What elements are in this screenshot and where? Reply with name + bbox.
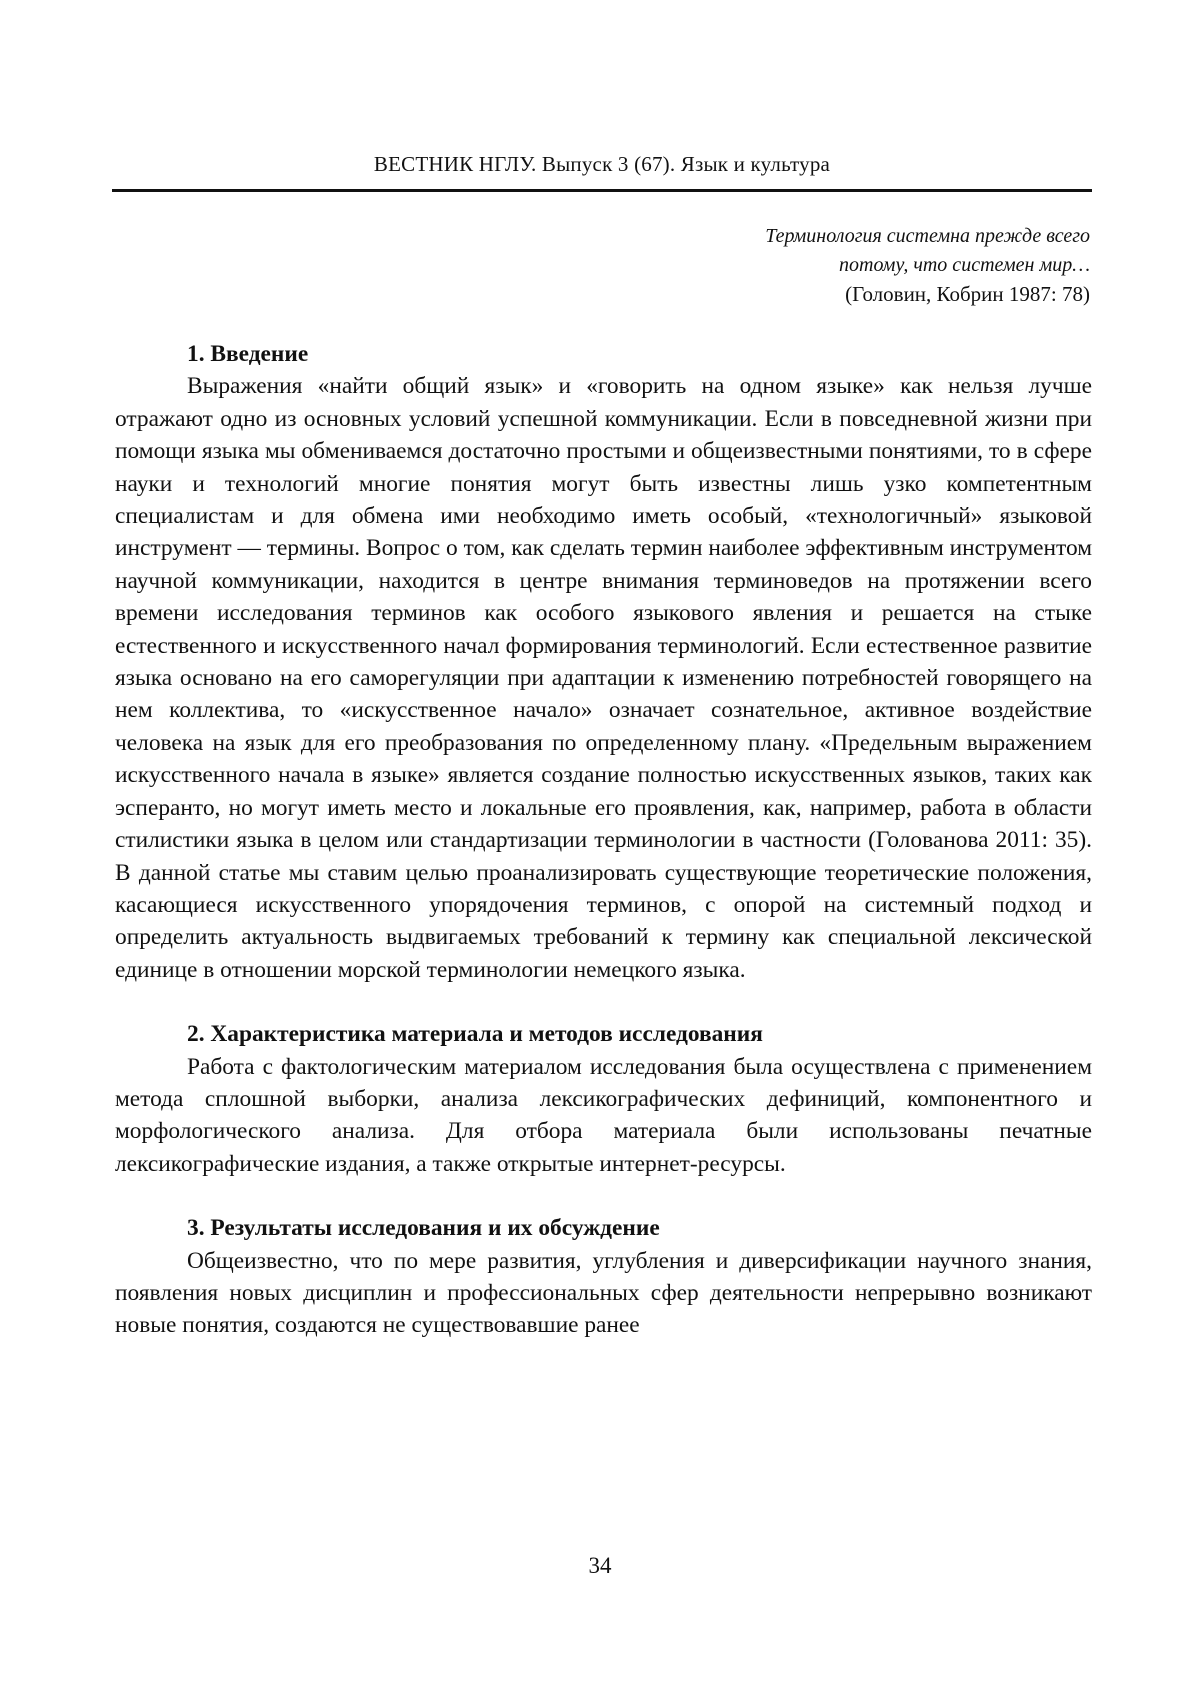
section-paragraph: Общеизвестно, что по мере развития, углубления и диверсификации науч­ного знания, появления новых дисциплин и профессиональных сфер деятельно­сти непрерывно возникают новые понятия, создаются не существовавшие ранее <box>115 1245 1092 1342</box>
running-head: ВЕСТНИК НГЛУ. Выпуск 3 (67). Язык и культура <box>112 152 1092 177</box>
epigraph-line-2: потому, что системен мир… <box>500 251 1090 280</box>
epigraph-source: (Головин, Кобрин 1987: 78) <box>500 280 1090 309</box>
section-paragraph: Работа с фактологическим материалом исследования была осуществлена с применением метода сплошной выборки, анализа лексикографических дефи­ниций, компонентного и морфологического анализа. Для отбора материала были использованы печатные лексикографические издания, а также открытые интер­нет-ресурсы. <box>115 1051 1092 1181</box>
section-materials-methods <box>115 1018 1092 1180</box>
section-paragraph: Выражения «найти общий язык» и «говорить на одном языке» как нельзя лучше отражают одно из основных условий успешной коммуникации. Если в по­вседневной жизни при помощи языка мы обмениваемся достаточно простыми и общеизвестными понятиями, то в сфере науки и технологий многие понятия мо­гут быть известны лишь узко компетентным специалистам и для обмена ими необ­ходимо иметь особый, «технологичный» языковой инструмент — термины. Во­прос о том, как сделать термин наиболее эффективным инструментом научной коммуникации, находится в центре внимания терминоведов на протяжении всего времени исследования терминов как особого языкового явления и решается на стыке естественного и искусственного начал формирования терминологий. Если естественное развитие языка основано на его саморегуляции при адаптации к изменению потребностей говорящего на нем коллектива, то «искусственное начало» означает сознательное, активное воздействие человека на язык для его преобразования по определенному плану. «Предельным выражением искусствен­ного начала в языке» является создание полностью искусственных языков, таких как эсперанто, но могут иметь место и локальные его проявления, как, например, работа в области стилистики языка в целом или стандартизации терминологии в частности (Голованова 2011: 35). В данной статье мы ставим целью проанализи­ровать существующие теоретические положения, касающиеся искусственного упорядочения терминов, с опорой на системный подход и определить актуаль­ность выдвигаемых требований к термину как специальной лексической единице в отношении морской терминологии немецкого языка. <box>115 370 1092 986</box>
article-body <box>115 338 1092 1342</box>
epigraph <box>500 222 1090 309</box>
section-results <box>115 1212 1092 1342</box>
section-spacer <box>115 986 1092 1018</box>
page-number: 34 <box>0 1553 1200 1579</box>
section-spacer <box>115 1180 1092 1212</box>
section-heading: 1. Введение <box>115 338 1092 370</box>
section-heading: 3. Результаты исследования и их обсуждение <box>115 1212 1092 1244</box>
section-heading: 2. Характеристика материала и методов исследования <box>115 1018 1092 1050</box>
header-rule <box>112 189 1092 192</box>
section-introduction <box>115 338 1092 986</box>
epigraph-line-1: Терминология системна прежде всего <box>500 222 1090 251</box>
